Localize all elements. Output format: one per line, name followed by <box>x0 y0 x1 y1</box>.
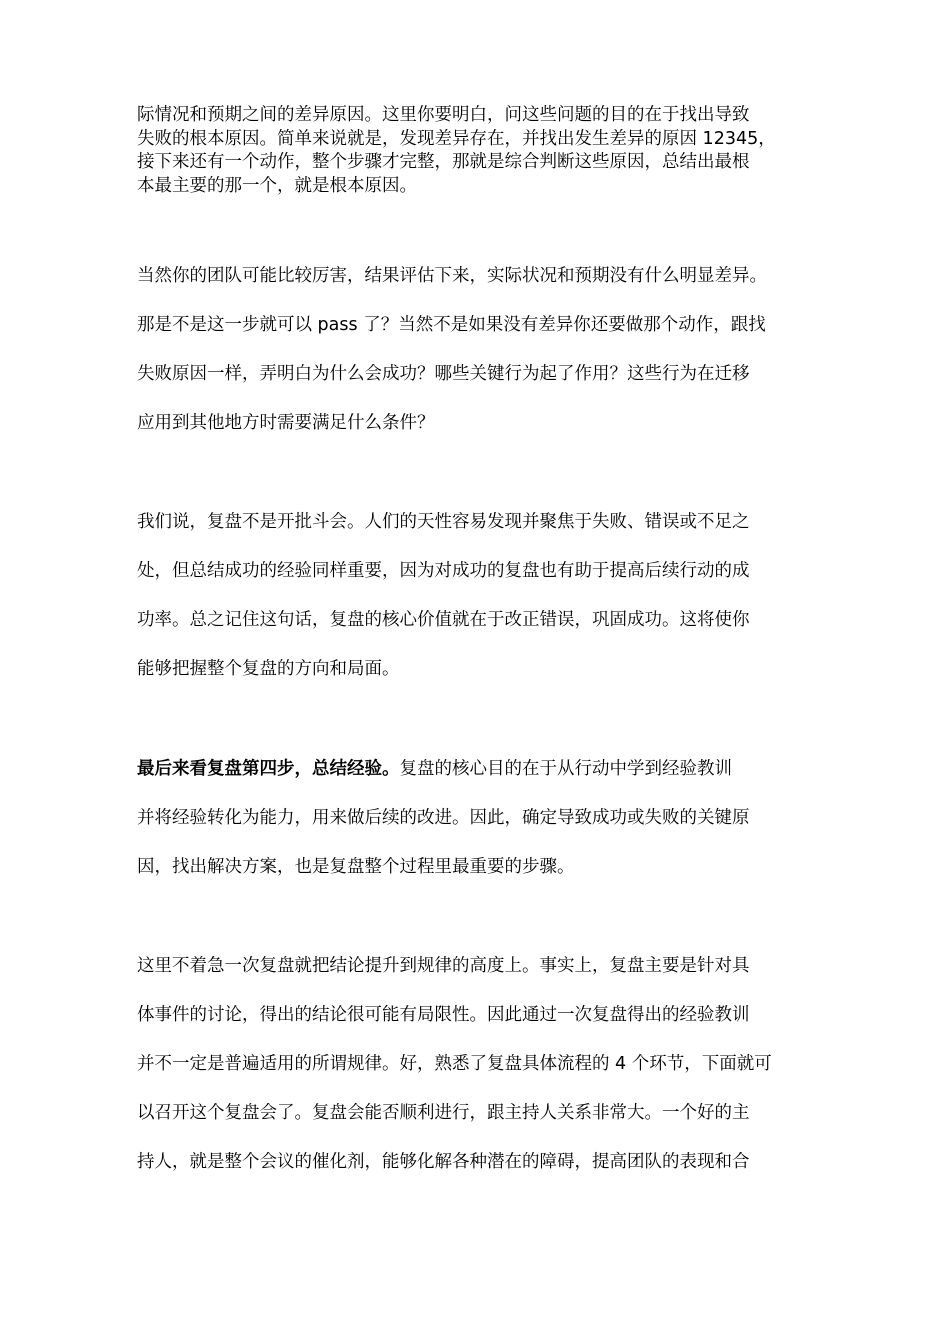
paragraph-root-cause <box>137 104 827 198</box>
text-line: 失败的根本原因。简单来说就是，发现差异存在，并找出发生差异的原因 12345， <box>137 128 776 149</box>
text-line: 因，找出解决方案，也是复盘整个过程里最重要的步骤。 <box>137 857 575 877</box>
paragraph-not-criticism <box>137 498 827 694</box>
paragraph-host-role <box>137 942 827 1187</box>
text-line: 本最主要的那一个，就是根本原因。 <box>137 175 417 196</box>
lead-line-rest: 复盘的核心目的在于从行动中学到经验教训 <box>399 759 732 779</box>
paragraph-no-difference <box>137 252 827 448</box>
text-line: 我们说，复盘不是开批斗会。人们的天性容易发现并聚焦于失败、错误或不足之 <box>137 512 750 532</box>
text-line: 体事件的讨论，得出的结论很可能有局限性。因此通过一次复盘得出的经验教训 <box>137 1005 750 1025</box>
text-line <box>137 745 827 794</box>
text-line: 能够把握整个复盘的方向和局面。 <box>137 659 400 679</box>
text-line: 持人，就是整个会议的催化剂，能够化解各种潜在的障碍，提高团队的表现和合 <box>137 1152 750 1172</box>
text-line: 并将经验转化为能力，用来做后续的改进。因此，确定导致成功或失败的关键原 <box>137 808 750 828</box>
text-line: 功率。总之记住这句话，复盘的核心价值就在于改正错误，巩固成功。这将使你 <box>137 610 750 630</box>
text-line: 并不一定是普遍适用的所谓规律。好，熟悉了复盘具体流程的 4 个环节，下面就可 <box>137 1054 772 1074</box>
text-line: 以召开这个复盘会了。复盘会能否顺利进行，跟主持人关系非常大。一个好的主 <box>137 1103 750 1123</box>
text-line: 应用到其他地方时需要满足什么条件？ <box>137 413 435 433</box>
text-line: 接下来还有一个动作，整个步骤才完整，那就是综合判断这些原因，总结出最根 <box>137 152 750 172</box>
paragraph-step-four <box>137 745 827 892</box>
text-line: 际情况和预期之间的差异原因。这里你要明白，问这些问题的目的在于找出导致 <box>137 105 750 125</box>
text-line: 这里不着急一次复盘就把结论提升到规律的高度上。事实上，复盘主要是针对具 <box>137 956 750 976</box>
text-line: 那是不是这一步就可以 pass 了？当然不是如果没有差异你还要做那个动作，跟找 <box>137 315 766 335</box>
text-line: 当然你的团队可能比较厉害，结果评估下来，实际状况和预期没有什么明显差异。 <box>137 266 767 286</box>
text-line: 处，但总结成功的经验同样重要，因为对成功的复盘也有助于提高后续行动的成 <box>137 561 750 581</box>
bold-lead-text: 最后来看复盘第四步，总结经验。 <box>137 759 400 779</box>
text-line: 失败原因一样，弄明白为什么会成功？哪些关键行为起了作用？这些行为在迁移 <box>137 364 750 384</box>
